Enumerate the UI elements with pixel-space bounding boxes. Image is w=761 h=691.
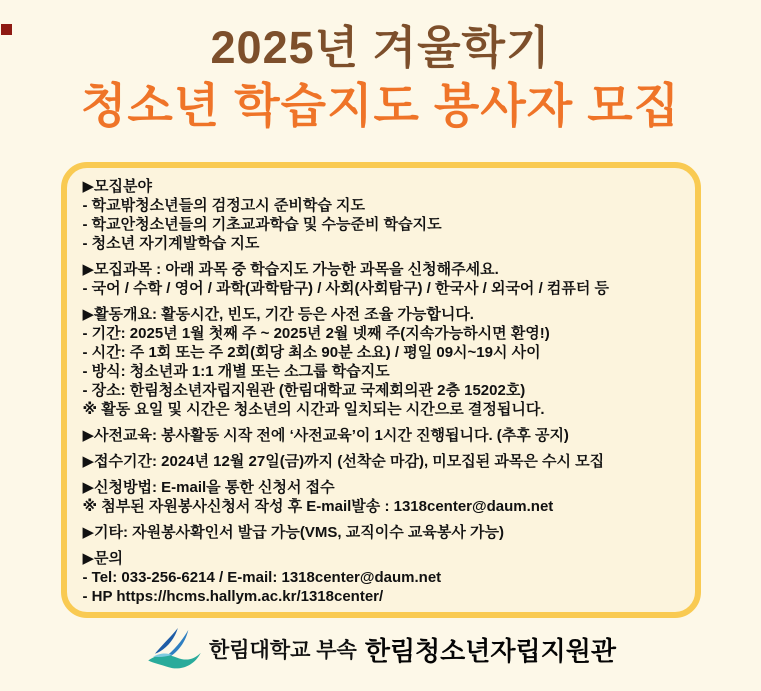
section-heading: ▶기타: 자원봉사확인서 발급 가능(VMS, 교직이수 교육봉사 가능) xyxy=(82,524,504,541)
text-line-tel-email: - Tel: 033-256-6214 / E-mail: 1318center@daum.net xyxy=(82,569,442,586)
text-line-homepage: - HP https://hcms.hallym.ac.kr/1318center/ xyxy=(82,588,384,605)
text-line: - 방식: 청소년과 1:1 개별 또는 소그룹 학습지도 xyxy=(82,363,390,380)
text-line: ※ 활동 요일 및 시간은 청소년의 시간과 일치되는 시간으로 결정됩니다. xyxy=(82,401,545,418)
text-line: - 기간: 2025년 1월 첫째 주 ~ 2025년 2월 넷째 주(지속가능하시면 환영!) xyxy=(82,325,550,342)
section-heading: ▶접수기간: 2024년 12월 27일(금)까지 (선착순 마감), 미모집된 과목은 수시 모집 xyxy=(82,453,605,470)
org-name-label: 한림청소년자립지원관 xyxy=(364,635,616,666)
text-line: - 청소년 자기계발학습 지도 xyxy=(82,235,260,252)
org-prefix-label: 한림대학교 부속 xyxy=(208,639,357,662)
section-heading: ▶문의 xyxy=(82,550,124,567)
section-heading: ▶사전교육: 봉사활동 시작 전에 ‘사전교육’이 1시간 진행됩니다. (추후 공지) xyxy=(82,427,569,444)
section-heading: ▶신청방법: E-mail을 통한 신청서 접수 xyxy=(82,479,335,496)
section-pre-education xyxy=(83,426,679,445)
poster-title-year: 2025년 겨울학기 xyxy=(210,22,551,73)
info-box xyxy=(61,162,701,618)
section-activity-overview xyxy=(83,305,679,419)
section-etc xyxy=(83,523,679,542)
section-application-period xyxy=(83,452,679,471)
section-recruit-subjects xyxy=(83,260,679,298)
poster xyxy=(0,22,761,670)
text-line: - 장소: 한림청소년자립지원관 (한림대학교 국제회의관 2층 15202호) xyxy=(82,382,526,399)
footer-logo-row xyxy=(0,628,761,670)
section-recruit-fields xyxy=(83,177,679,253)
section-inquiry xyxy=(83,549,679,606)
hallym-wave-logo-icon xyxy=(145,628,203,670)
section-application-method xyxy=(83,478,679,516)
section-heading: ▶모집분야 xyxy=(82,178,152,195)
text-line: - 시간: 주 1회 또는 주 2회(회당 최소 90분 소요) / 평일 09시~19시 사이 xyxy=(82,344,541,361)
section-heading: ▶활동개요: 활동시간, 빈도, 기간 등은 사전 조율 가능합니다. xyxy=(82,306,474,323)
poster-title-main: 청소년 학습지도 봉사자 모집 xyxy=(81,79,680,132)
section-heading: ▶모집과목 : 아래 과목 중 학습지도 가능한 과목을 신청해주세요. xyxy=(82,261,499,278)
text-line: - 학교안청소년들의 기초교과학습 및 수능준비 학습지도 xyxy=(82,216,442,233)
corner-mark xyxy=(1,24,12,35)
text-line: - 학교밖청소년들의 검정고시 준비학습 지도 xyxy=(82,197,365,214)
text-line-email: ※ 첨부된 자원봉사신청서 작성 후 E-mail발송 : 1318center@daum.net xyxy=(82,498,554,515)
text-line: - 국어 / 수학 / 영어 / 과학(과학탐구) / 사회(사회탐구) / 한국사 / 외국어 / 컴퓨터 등 xyxy=(82,280,610,297)
